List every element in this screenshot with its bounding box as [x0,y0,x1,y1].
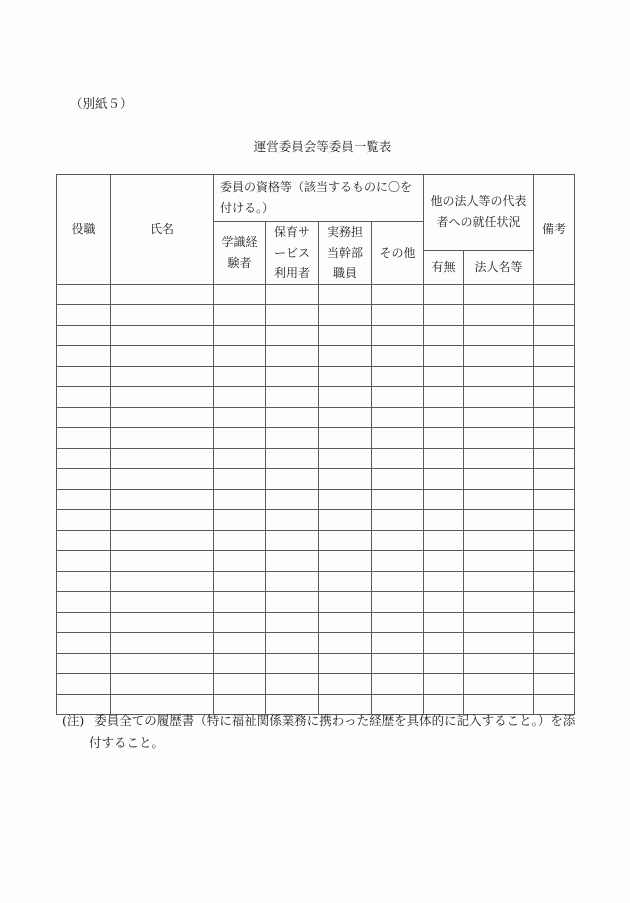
table-cell[interactable] [319,571,372,592]
table-cell[interactable] [266,407,319,428]
table-cell[interactable] [214,551,266,572]
table-cell[interactable] [319,407,372,428]
table-row [57,305,575,326]
table-cell[interactable] [319,551,372,572]
table-cell[interactable] [266,346,319,367]
table-cell[interactable] [57,366,111,387]
table-cell[interactable] [111,674,214,695]
header-qualification-group: 委員の資格等（該当するものに〇を付ける。） [214,175,424,222]
header-name: 氏名 [111,175,214,285]
table-row [57,633,575,654]
committee-member-table [56,174,575,715]
table-cell[interactable] [372,571,424,592]
table-cell[interactable] [266,428,319,449]
footnote [62,710,582,754]
table-cell[interactable] [111,428,214,449]
table-cell[interactable] [266,284,319,305]
table-cell[interactable] [372,612,424,633]
table-cell[interactable] [214,428,266,449]
table-row [57,469,575,490]
table-cell[interactable] [214,407,266,428]
table-cell[interactable] [372,387,424,408]
table-cell[interactable] [319,510,372,531]
table-cell[interactable] [111,305,214,326]
table-cell[interactable] [214,469,266,490]
table-cell[interactable] [424,530,464,551]
table-cell[interactable] [372,407,424,428]
table-cell[interactable] [319,653,372,674]
table-cell[interactable] [464,674,534,695]
table-row [57,530,575,551]
table-cell[interactable] [214,448,266,469]
table-cell[interactable] [372,448,424,469]
table-cell[interactable] [424,653,464,674]
table-cell[interactable] [464,325,534,346]
table-cell[interactable] [319,428,372,449]
table-cell[interactable] [111,407,214,428]
table-cell[interactable] [534,551,575,572]
header-has-position: 有無 [424,250,464,284]
table-cell[interactable] [57,530,111,551]
table-cell[interactable] [266,469,319,490]
table-cell[interactable] [319,633,372,654]
table-cell[interactable] [319,366,372,387]
table-cell[interactable] [319,612,372,633]
table-cell[interactable] [534,674,575,695]
table-cell[interactable] [111,571,214,592]
table-row [57,366,575,387]
table-cell[interactable] [57,551,111,572]
table-cell[interactable] [266,305,319,326]
table-cell[interactable] [57,428,111,449]
table-cell[interactable] [266,510,319,531]
table-cell[interactable] [464,530,534,551]
table-cell[interactable] [266,489,319,510]
table-cell[interactable] [111,510,214,531]
table-cell[interactable] [424,387,464,408]
header-childcare-user: 保育サ ービス 利用者 [266,222,319,285]
table-cell[interactable] [266,366,319,387]
table-cell[interactable] [57,448,111,469]
table-cell[interactable] [372,325,424,346]
table-cell[interactable] [534,366,575,387]
table-row [57,428,575,449]
table-cell[interactable] [372,469,424,490]
table-cell[interactable] [266,592,319,613]
table-row [57,592,575,613]
table-cell[interactable] [319,448,372,469]
table-cell[interactable] [57,612,111,633]
table-row [57,674,575,695]
header-representative-group: 他の法人等の代表 者への就任状況 [424,175,534,251]
header-executive-staff: 実務担 当幹部 職員 [319,222,372,285]
table-cell[interactable] [464,448,534,469]
table-cell[interactable] [424,674,464,695]
table-cell[interactable] [214,325,266,346]
table-cell[interactable] [214,612,266,633]
table-cell[interactable] [319,346,372,367]
table-cell[interactable] [534,284,575,305]
table-cell[interactable] [372,592,424,613]
table-cell[interactable] [424,551,464,572]
header-role: 役職 [57,175,111,285]
table-cell[interactable] [57,407,111,428]
table-cell[interactable] [464,551,534,572]
footnote-line-2: 付すること。 [89,735,165,750]
table-cell[interactable] [57,510,111,531]
table-cell[interactable] [534,469,575,490]
table-cell[interactable] [464,653,534,674]
table-cell[interactable] [534,510,575,531]
table-cell[interactable] [424,571,464,592]
table-cell[interactable] [57,305,111,326]
table-cell[interactable] [214,366,266,387]
header-other: その他 [372,222,424,285]
table-cell[interactable] [464,571,534,592]
table-row [57,653,575,674]
table-cell[interactable] [534,530,575,551]
table-cell[interactable] [266,653,319,674]
table-row [57,387,575,408]
table-cell[interactable] [57,571,111,592]
table-cell[interactable] [266,448,319,469]
table-cell[interactable] [424,407,464,428]
table-cell[interactable] [372,653,424,674]
table-cell[interactable] [534,387,575,408]
table-cell[interactable] [464,346,534,367]
table-cell[interactable] [319,674,372,695]
table-cell[interactable] [111,633,214,654]
table-cell[interactable] [214,653,266,674]
table-cell[interactable] [534,407,575,428]
table-cell[interactable] [111,387,214,408]
table-cell[interactable] [372,366,424,387]
table-cell[interactable] [534,325,575,346]
table-cell[interactable] [464,469,534,490]
table-cell[interactable] [424,592,464,613]
table-row [57,346,575,367]
table-cell[interactable] [319,469,372,490]
table-cell[interactable] [111,612,214,633]
table-cell[interactable] [372,510,424,531]
table-row [57,551,575,572]
attachment-label: （別紙５） [70,96,133,111]
table-cell[interactable] [214,592,266,613]
table-cell[interactable] [214,674,266,695]
table-cell[interactable] [214,346,266,367]
table-cell[interactable] [372,633,424,654]
table-cell[interactable] [111,469,214,490]
table-cell[interactable] [111,366,214,387]
table-cell[interactable] [464,407,534,428]
table-cell[interactable] [424,346,464,367]
table-cell[interactable] [464,305,534,326]
table-cell[interactable] [464,366,534,387]
table-cell[interactable] [424,448,464,469]
table-row [57,448,575,469]
table-cell[interactable] [372,284,424,305]
table-cell[interactable] [372,551,424,572]
table-row [57,612,575,633]
table-cell[interactable] [464,489,534,510]
table-cell[interactable] [319,530,372,551]
table-cell[interactable] [319,387,372,408]
header-academic-expert: 学識経 験者 [214,222,266,285]
table-cell[interactable] [534,448,575,469]
table-cell[interactable] [319,489,372,510]
table-row [57,407,575,428]
table-cell[interactable] [111,653,214,674]
table-cell[interactable] [534,633,575,654]
table-cell[interactable] [266,571,319,592]
page-title: 運営委員会等委員一覧表 [253,139,392,154]
table-cell[interactable] [214,633,266,654]
table-cell[interactable] [372,305,424,326]
table-cell[interactable] [266,530,319,551]
table-cell[interactable] [424,366,464,387]
table-cell[interactable] [266,674,319,695]
table-cell[interactable] [464,612,534,633]
table-cell[interactable] [214,510,266,531]
table-cell[interactable] [57,674,111,695]
table-cell[interactable] [266,551,319,572]
footnote-line-1: 委員全ての履歴書（特に福祉関係業務に携わった経歴を具体的に記入すること。）を添 [94,713,576,728]
table-cell[interactable] [111,592,214,613]
table-cell[interactable] [57,346,111,367]
footnote-label: (注) [62,713,85,728]
table-cell[interactable] [266,633,319,654]
table-cell[interactable] [57,653,111,674]
table-cell[interactable] [464,592,534,613]
table-cell[interactable] [57,469,111,490]
table-cell[interactable] [424,325,464,346]
table-cell[interactable] [266,612,319,633]
header-corporation-name: 法人名等 [464,250,534,284]
table-cell[interactable] [464,284,534,305]
table-cell[interactable] [534,592,575,613]
table-cell[interactable] [111,551,214,572]
table-cell[interactable] [214,489,266,510]
table-cell[interactable] [534,346,575,367]
table-cell[interactable] [214,387,266,408]
table-cell[interactable] [57,284,111,305]
table-cell[interactable] [111,284,214,305]
table-cell[interactable] [424,612,464,633]
table-cell[interactable] [111,489,214,510]
table-cell[interactable] [319,284,372,305]
table-cell[interactable] [57,592,111,613]
table-cell[interactable] [424,489,464,510]
table-cell[interactable] [372,530,424,551]
table-cell[interactable] [214,284,266,305]
table-cell[interactable] [266,325,319,346]
header-remarks: 備考 [534,175,575,285]
table-cell[interactable] [464,510,534,531]
table-cell[interactable] [57,633,111,654]
table-cell[interactable] [424,510,464,531]
table-cell[interactable] [319,592,372,613]
table-cell[interactable] [57,325,111,346]
table-cell[interactable] [111,530,214,551]
table-cell[interactable] [319,305,372,326]
table-row [57,325,575,346]
table-cell[interactable] [424,428,464,449]
table-cell[interactable] [464,633,534,654]
table-cell[interactable] [319,325,372,346]
table-cell[interactable] [534,428,575,449]
table-cell[interactable] [214,305,266,326]
table-row [57,489,575,510]
table-cell[interactable] [214,530,266,551]
table-cell[interactable] [111,325,214,346]
table-cell[interactable] [534,489,575,510]
table-cell[interactable] [57,489,111,510]
table-cell[interactable] [534,571,575,592]
table-row [57,284,575,305]
table-cell[interactable] [424,469,464,490]
table-cell[interactable] [372,346,424,367]
table-row [57,510,575,531]
table-cell[interactable] [464,387,534,408]
table-cell[interactable] [424,633,464,654]
table-cell[interactable] [534,612,575,633]
table-cell[interactable] [424,284,464,305]
table-cell[interactable] [214,571,266,592]
table-cell[interactable] [424,305,464,326]
table-cell[interactable] [534,305,575,326]
table-cell[interactable] [266,387,319,408]
table-row [57,571,575,592]
table-cell[interactable] [464,428,534,449]
table-cell[interactable] [534,653,575,674]
table-cell[interactable] [111,448,214,469]
table-cell[interactable] [372,674,424,695]
table-cell[interactable] [372,489,424,510]
table-cell[interactable] [57,387,111,408]
table-cell[interactable] [372,428,424,449]
table-cell[interactable] [111,346,214,367]
